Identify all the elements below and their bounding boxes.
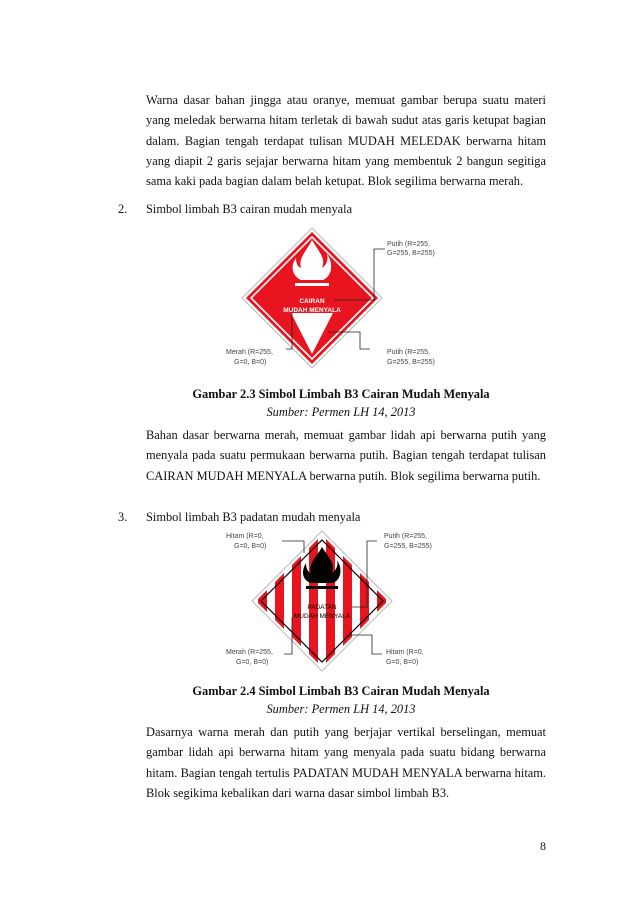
sign-label-line2: MUDAH MENYALA	[293, 613, 351, 620]
description-paragraph-3: Dasarnya warna merah dan putih yang berjajar vertikal berselingan, memuat gambar lidah api berwarna hitam yang menyala pada suatu bidang berwarna hitam. Bagian tengah tertulis PADATAN MUDAH MENYALA berwarna hitam. Blok segikima kebalikan dari warna dasar simbol limbah B3.	[146, 725, 546, 800]
flammable-liquid-symbol	[222, 222, 462, 372]
annotation-bottom-right-line1: Hitam (R=0,	[386, 649, 424, 656]
annotation-top-right-line1: Putih (R=255,	[384, 533, 427, 540]
annotation-bottom-left-line1: Merah (R=255,	[226, 349, 273, 356]
annotation-top-left-line1: Hitam (R=0,	[226, 533, 264, 540]
annotation-top-left-line2: G=0, B=0)	[234, 543, 267, 550]
figure-caption-2-4: Gambar 2.4 Simbol Limbah B3 Cairan Mudah Menyala	[192, 684, 490, 698]
sign-label-line2: MUDAH MENYALA	[283, 307, 341, 314]
list-item-3	[118, 507, 360, 527]
annotation-bottom-right-line2: G=255, B=255)	[387, 359, 435, 366]
annotation-top-right-line2: G=255, B=255)	[384, 543, 432, 550]
annotation-bottom-left-line2: G=0, B=0)	[234, 359, 267, 366]
page-number: 8	[540, 839, 546, 853]
flammable-solid-symbol	[222, 527, 462, 672]
annotation-bottom-left-line2: G=0, B=0)	[236, 659, 269, 666]
intro-paragraph: Warna dasar bahan jingga atau oranye, memuat gambar berupa suatu materi yang meledak berwarna hitam terletak di bawah sudut atas garis ketupat bagian dalam. Bagian tengah terdapat tulisan MUDAH MELEDAK berwarna hitam yang diapit 2 garis sejajar berwarna hitam yang membentuk 2 bangun segitiga sama kaki pada bagian dalam belah ketupat. Blok segilima berwarna merah.	[146, 93, 546, 189]
list-item-text: Simbol limbah B3 cairan mudah menyala	[146, 202, 353, 216]
figure-flammable-liquid	[222, 222, 462, 377]
sign-label-line1: CAIRAN	[299, 298, 325, 305]
annotation-top-right-line2: G=255, B=255)	[387, 250, 435, 257]
list-number: 3.	[118, 510, 128, 524]
list-number: 2.	[118, 202, 128, 216]
annotation-bottom-right-line2: G=0, B=0)	[386, 659, 419, 666]
annotation-bottom-right-line1: Putih (R=255,	[387, 349, 430, 356]
figure-source-2-4: Sumber: Permen LH 14, 2013	[266, 702, 416, 716]
annotation-bottom-left-line1: Merah (R=255,	[226, 649, 273, 656]
list-item-2	[118, 199, 352, 219]
figure-flammable-solid	[222, 527, 462, 677]
sign-label-line1: PADATAN	[307, 604, 337, 611]
description-paragraph-2: Bahan dasar berwarna merah, memuat gambar lidah api berwarna putih yang menyala pada suatu permukaan berwarna putih. Bagian tengah terdapat tulisan CAIRAN MUDAH MENYALA berwarna putih. Blok segilima berwarna putih.	[146, 428, 546, 483]
figure-source-2-3: Sumber: Permen LH 14, 2013	[266, 405, 416, 419]
annotation-top-right-line1: Putih (R=255,	[387, 241, 430, 248]
figure-caption-2-3: Gambar 2.3 Simbol Limbah B3 Cairan Mudah Menyala	[192, 387, 490, 401]
list-item-text: Simbol limbah B3 padatan mudah menyala	[146, 510, 361, 524]
